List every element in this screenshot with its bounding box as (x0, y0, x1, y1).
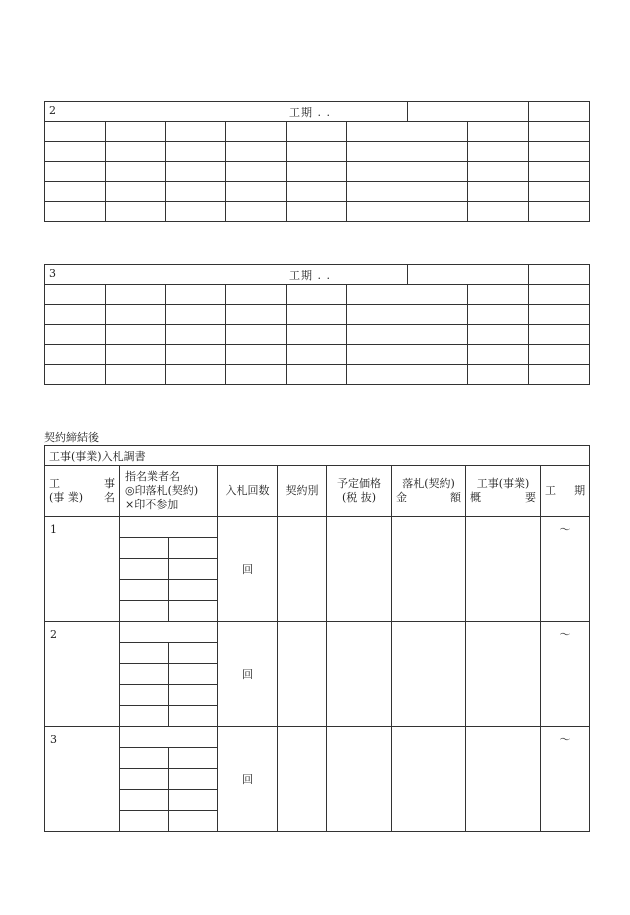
bidder-cell (169, 769, 218, 790)
bidder-cell (120, 664, 169, 685)
period-cell: 〜 (541, 727, 590, 832)
header-text: 工事(事業) (476, 477, 530, 490)
table-row (45, 122, 590, 142)
header-text: (事 業) (49, 491, 84, 504)
bid-survey-table (44, 445, 590, 832)
header-contract-type: 契約別 (278, 466, 327, 517)
bidder-cell (169, 748, 218, 769)
header-bidders (120, 466, 218, 517)
section-title: 契約締結後 (44, 431, 99, 444)
record-period-label: 工期 . . (289, 105, 331, 119)
bidder-cell (169, 601, 218, 622)
bidder-cell (169, 790, 218, 811)
record-table-3 (44, 264, 590, 385)
header-text: 金 (396, 491, 407, 504)
bid-count-cell: 回 (218, 517, 278, 622)
record-header (45, 102, 408, 122)
header-bid-count: 入札回数 (218, 466, 278, 517)
header-text: 額 (450, 491, 461, 504)
table-row (45, 162, 590, 182)
award-amount-cell (392, 517, 466, 622)
header-text: 事 (104, 477, 115, 490)
header-text: 落札(契約) (402, 477, 455, 490)
record-header (45, 265, 408, 285)
record-header-cell (529, 102, 590, 122)
survey-caption: 工事(事業)入札調書 (45, 446, 590, 466)
summary-cell (466, 622, 541, 727)
bidder-cell (120, 685, 169, 706)
bidder-cell (169, 559, 218, 580)
row-number: 2 (45, 622, 120, 727)
record-number: 2 (49, 103, 56, 117)
planned-price-cell (327, 622, 392, 727)
record-table-2 (44, 101, 590, 222)
bidder-cell (120, 622, 218, 643)
header-text: ◎印落札(契約) (125, 484, 199, 497)
table-row (45, 285, 590, 305)
bidder-cell (120, 790, 169, 811)
contract-type-cell (278, 517, 327, 622)
table-row (45, 345, 590, 365)
bidder-cell (120, 727, 218, 748)
bidder-cell (120, 706, 169, 727)
bidder-cell (120, 748, 169, 769)
bidder-cell (120, 601, 169, 622)
header-award-amount (392, 466, 466, 517)
table-row (45, 182, 590, 202)
award-amount-cell (392, 727, 466, 832)
table-row (45, 325, 590, 345)
record-header-cell (408, 102, 529, 122)
header-text: 工 (545, 484, 556, 497)
header-text: 要 (525, 491, 536, 504)
contract-type-cell (278, 622, 327, 727)
bidder-cell (169, 685, 218, 706)
header-text: 概 (470, 491, 481, 504)
record-header-cell (529, 265, 590, 285)
table-row (45, 142, 590, 162)
planned-price-cell (327, 517, 392, 622)
bid-count-cell: 回 (218, 727, 278, 832)
period-cell: 〜 (541, 517, 590, 622)
bidder-cell (120, 811, 169, 832)
bidder-cell (169, 811, 218, 832)
record-header-cell (408, 265, 529, 285)
contract-type-cell (278, 727, 327, 832)
record-number: 3 (49, 266, 56, 280)
table-row (45, 305, 590, 325)
bidder-cell (120, 538, 169, 559)
header-text: 期 (574, 484, 586, 497)
header-text: 指名業者名 (125, 470, 180, 483)
table-row (45, 365, 590, 385)
planned-price-cell (327, 727, 392, 832)
bidder-cell (120, 769, 169, 790)
bidder-cell (169, 538, 218, 559)
summary-cell (466, 727, 541, 832)
bidder-cell (120, 559, 169, 580)
bid-count-cell: 回 (218, 622, 278, 727)
header-kouji-name (45, 466, 120, 517)
summary-cell (466, 517, 541, 622)
record-period-label: 工期 . . (289, 268, 331, 282)
bidder-cell (169, 706, 218, 727)
bidder-cell (169, 643, 218, 664)
survey-header-row (45, 466, 590, 517)
header-text: 名 (104, 491, 115, 504)
bidder-cell (120, 580, 169, 601)
row-number: 1 (45, 517, 120, 622)
award-amount-cell (392, 622, 466, 727)
table-row (45, 622, 590, 643)
bidder-cell (169, 580, 218, 601)
period-cell: 〜 (541, 622, 590, 727)
bidder-cell (120, 517, 218, 538)
header-text: ×印不参加 (125, 498, 179, 511)
table-row (45, 727, 590, 748)
header-period (541, 466, 590, 517)
table-row (45, 517, 590, 538)
row-number: 3 (45, 727, 120, 832)
table-row (45, 202, 590, 222)
header-text: 工 (49, 477, 60, 490)
bidder-cell (120, 643, 169, 664)
header-text: (税 抜) (341, 491, 377, 504)
header-planned-price (327, 466, 392, 517)
header-text: 予定価格 (337, 477, 381, 490)
header-summary (466, 466, 541, 517)
bidder-cell (169, 664, 218, 685)
